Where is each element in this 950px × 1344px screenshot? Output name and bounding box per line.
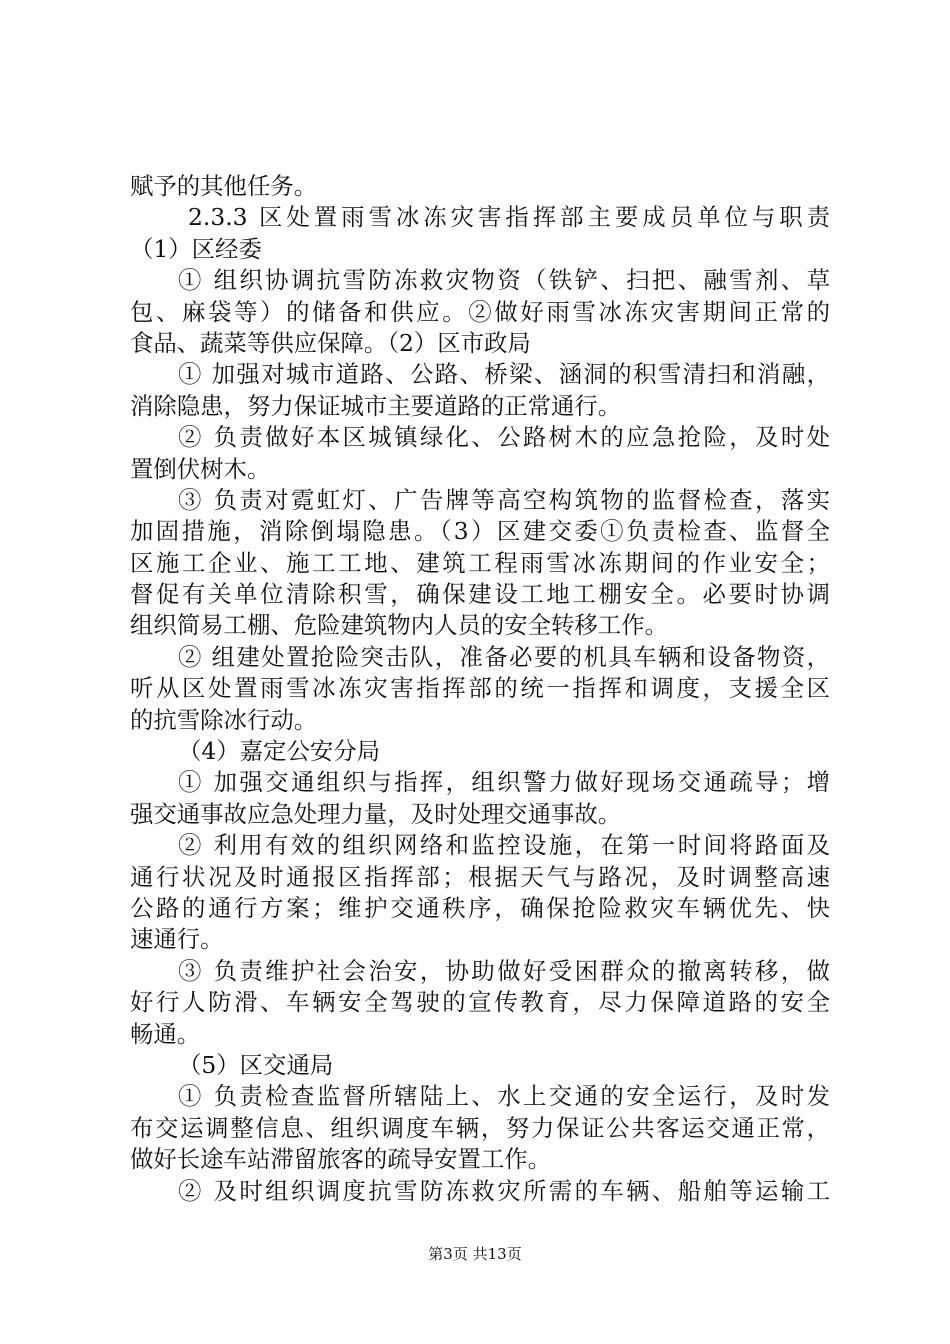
text-line: 强交通事故应急处理力量，及时处理交通事故。 bbox=[130, 799, 622, 828]
text-line: 置倒伏树木。 bbox=[130, 454, 271, 483]
text-line: 赋予的其他任务。 bbox=[130, 172, 318, 200]
text-line: ② 负责做好本区城镇绿化、公路树木的应急抢险，及时处 bbox=[178, 423, 830, 452]
text-line: 组织简易工棚、危险建筑物内人员的安全转移工作。 bbox=[130, 611, 668, 640]
text-line: 区施工企业、施工工地、建筑工程雨雪冰冻期间的作业安全； bbox=[130, 548, 830, 577]
document-body bbox=[130, 171, 830, 1207]
text-line: 食品、蔬菜等供应保障。（2）区市政局 bbox=[130, 328, 531, 357]
text-line: ② 利用有效的组织网络和监控设施，在第一时间将路面及 bbox=[178, 831, 830, 860]
text-line: 畅通。 bbox=[130, 1019, 201, 1048]
text-line: 公路的通行方案；维护交通秩序，确保抢险救灾车辆优先、快 bbox=[130, 893, 830, 922]
text-line: 加固措施，消除倒塌隐患。（3）区建交委①负责检查、监督全 bbox=[130, 517, 830, 546]
text-line: 通行状况及时通报区指挥部；根据天气与路况，及时调整高速 bbox=[130, 862, 830, 891]
text-line: （1）区经委 bbox=[130, 234, 262, 263]
text-line: 速通行。 bbox=[130, 925, 224, 954]
text-line: ③ 负责对霓虹灯、广告牌等高空构筑物的监督检查，落实 bbox=[178, 485, 830, 514]
text-line: 消除隐患，努力保证城市主要道路的正常通行。 bbox=[130, 391, 622, 420]
page-footer: 第3页 共13页 bbox=[428, 1245, 522, 1263]
text-line: ① 负责检查监督所辖陆上、水上交通的安全运行，及时发 bbox=[178, 1082, 830, 1111]
text-line: ② 及时组织调度抗雪防冻救灾所需的车辆、船舶等运输工 bbox=[178, 1176, 830, 1205]
text-line: ① 加强对城市道路、公路、桥梁、涵洞的积雪清扫和消融， bbox=[178, 360, 830, 389]
text-line: 布交运调整信息、组织调度车辆，努力保证公共客运交通正常， bbox=[130, 1113, 830, 1142]
text-line: ① 组织协调抗雪防冻救灾物资（铁铲、扫把、融雪剂、草 bbox=[178, 266, 830, 295]
text-line: 督促有关单位清除积雪，确保建设工地工棚安全。必要时协调 bbox=[130, 580, 830, 609]
text-line: 的抗雪除冰行动。 bbox=[130, 705, 318, 734]
text-line: 好行人防滑、车辆安全驾驶的宣传教育，尽力保障道路的安全 bbox=[130, 988, 830, 1017]
text-line: 听从区处置雨雪冰冻灾害指挥部的统一指挥和调度，支援全区 bbox=[130, 674, 830, 703]
text-line: 包、麻袋等）的储备和供应。②做好雨雪冰冻灾害期间正常的 bbox=[130, 297, 830, 326]
text-line: ③ 负责维护社会治安，协助做好受困群众的撤离转移，做 bbox=[178, 956, 830, 985]
text-line: ① 加强交通组织与指挥，组织警力做好现场交通疏导；增 bbox=[178, 768, 830, 797]
text-line: 做好长途车站滞留旅客的疏导安置工作。 bbox=[130, 1145, 552, 1174]
text-line: （4）嘉定公安分局 bbox=[178, 737, 381, 766]
text-line: 2.3.3 区处置雨雪冰冻灾害指挥部主要成员单位与职责 bbox=[188, 203, 830, 232]
text-line: ② 组建处置抢险突击队，准备必要的机具车辆和设备物资， bbox=[178, 642, 830, 671]
text-line: （5）区交通局 bbox=[178, 1050, 334, 1079]
